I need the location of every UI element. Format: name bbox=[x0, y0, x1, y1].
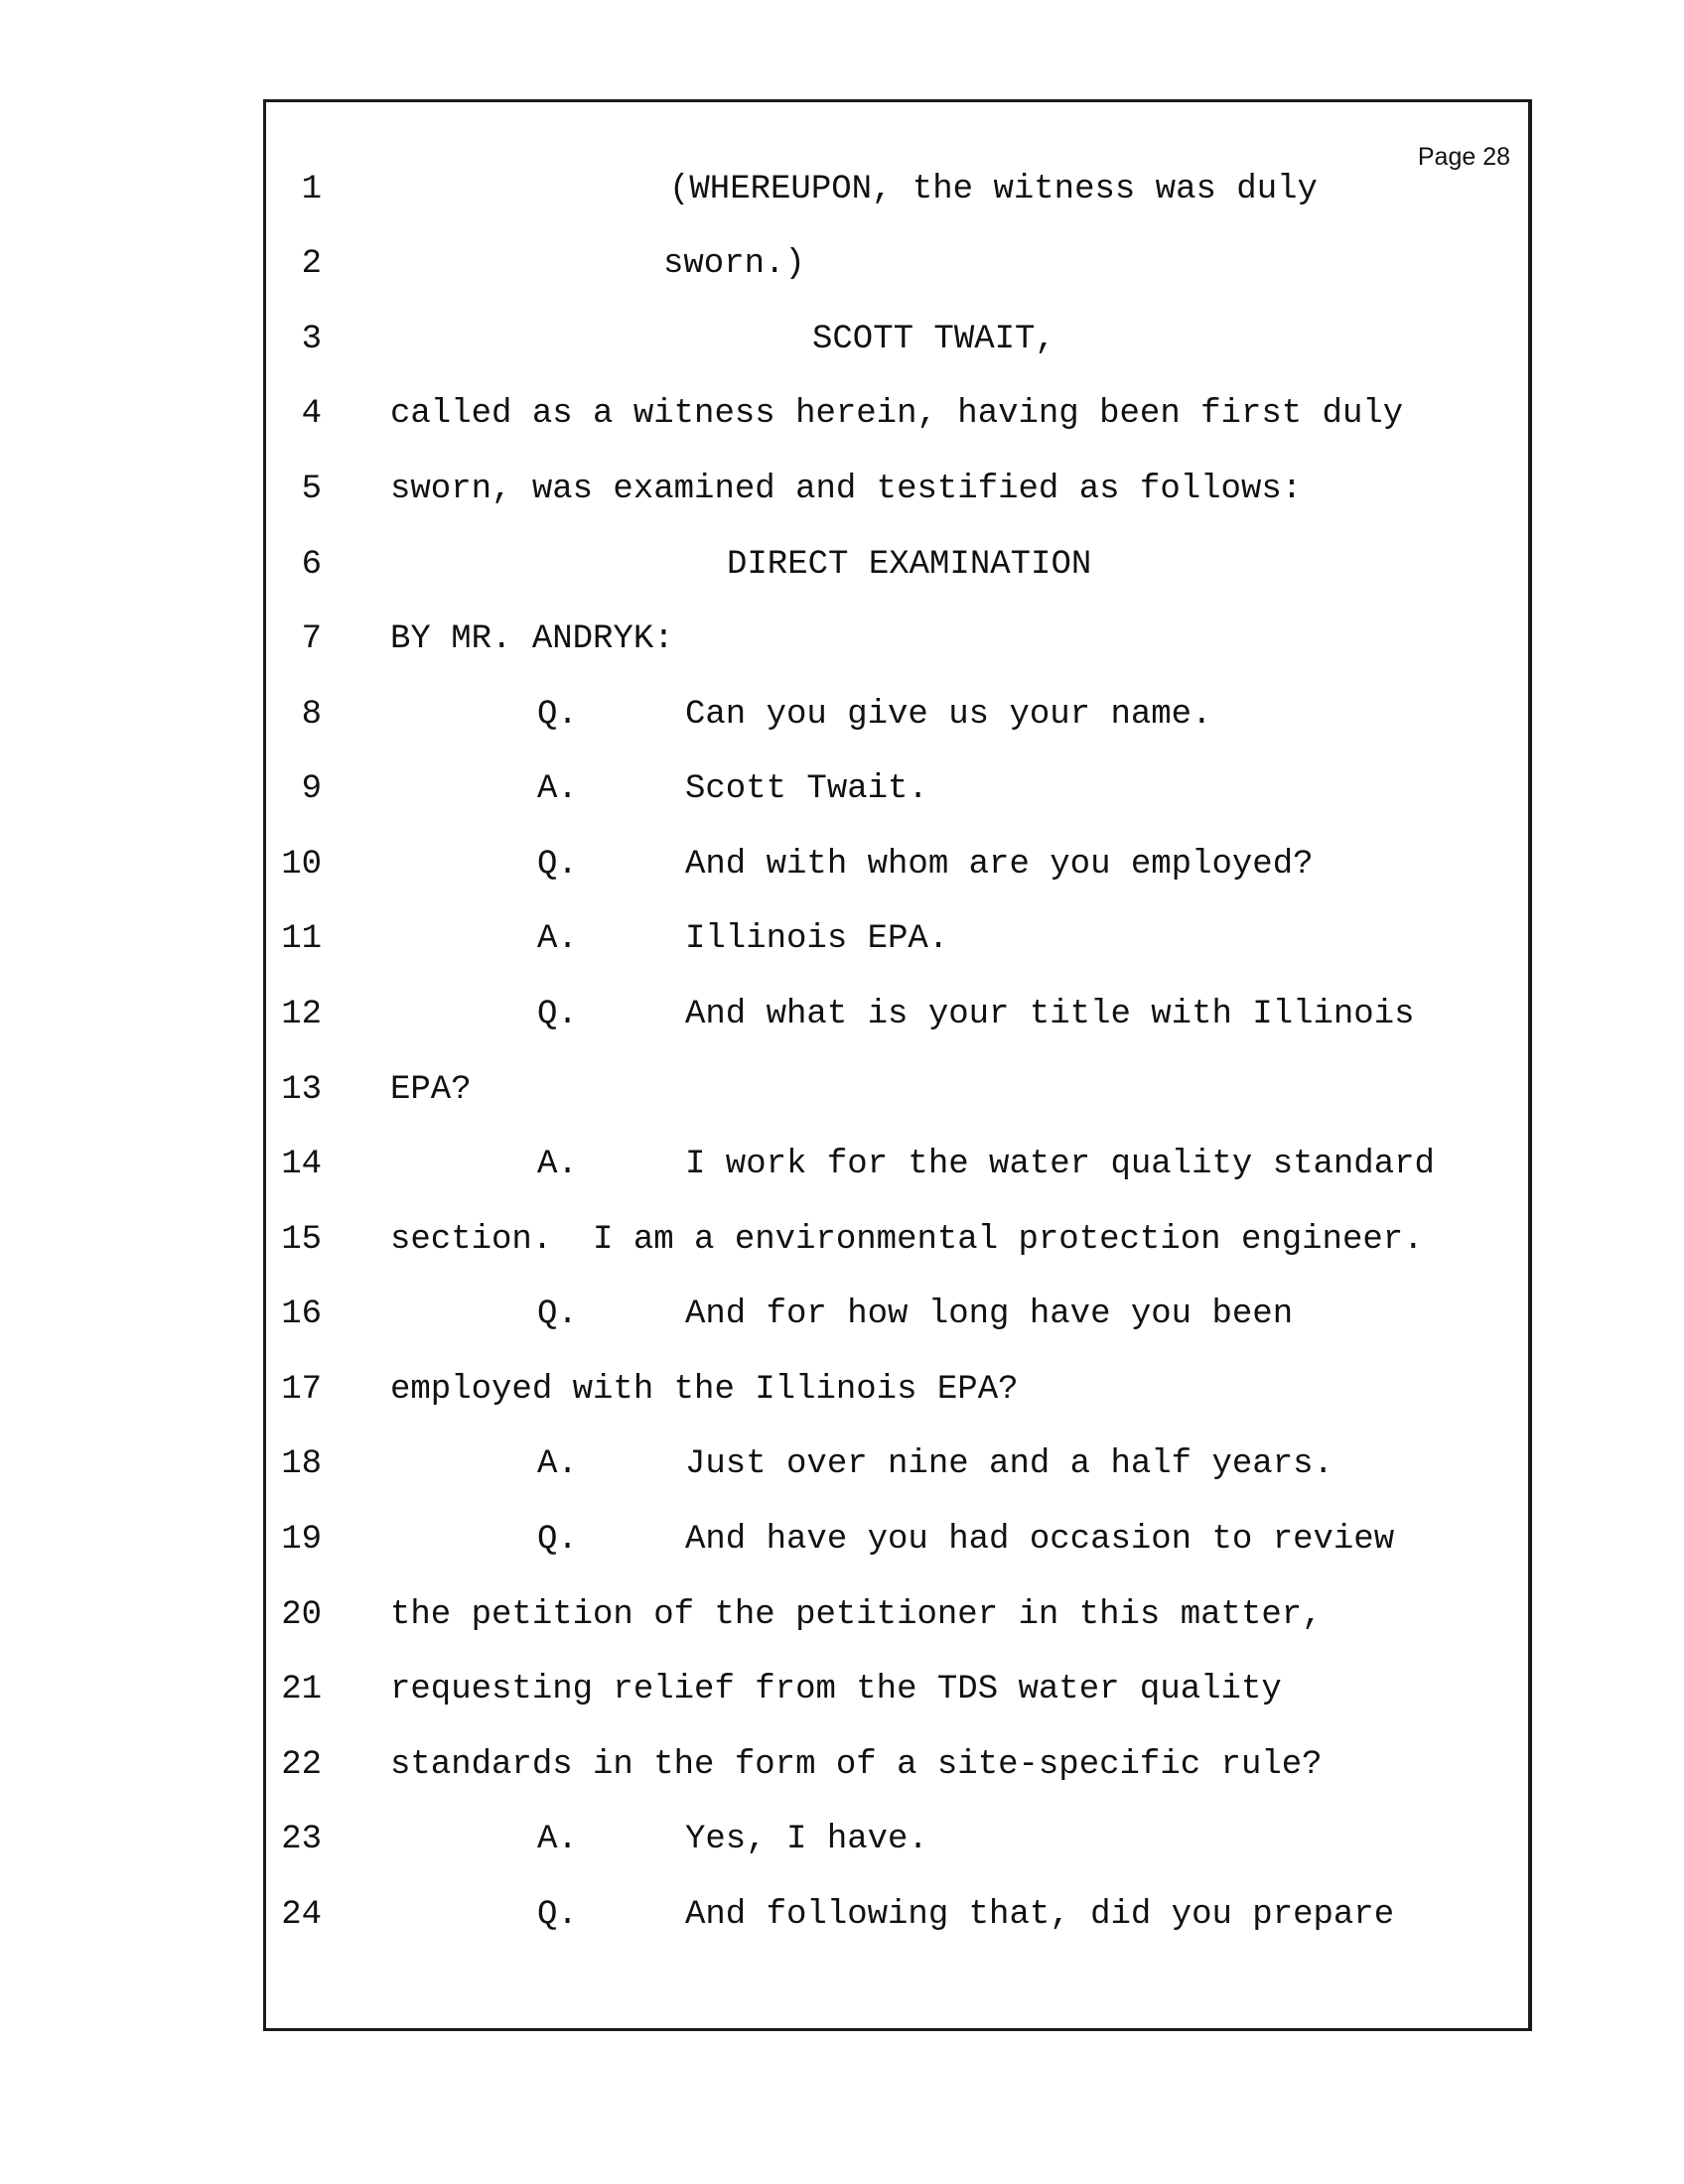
transcript-line bbox=[0, 171, 1684, 230]
line-number: 10 bbox=[281, 846, 322, 884]
line-text: Just over nine and a half years. bbox=[685, 1445, 1333, 1483]
speaker-label: A. bbox=[537, 770, 578, 808]
transcript-line bbox=[0, 1746, 1684, 1806]
line-number: 23 bbox=[281, 1821, 322, 1858]
transcript-line bbox=[0, 1671, 1684, 1730]
section-heading: DIRECT EXAMINATION bbox=[727, 546, 1092, 584]
line-number: 8 bbox=[301, 696, 322, 734]
line-number: 2 bbox=[301, 245, 322, 283]
speaker-label: Q. bbox=[537, 1296, 578, 1333]
speaker-label: A. bbox=[537, 1146, 578, 1183]
transcript-line bbox=[0, 245, 1684, 305]
transcript-line bbox=[0, 1296, 1684, 1355]
line-text: EPA? bbox=[390, 1071, 472, 1109]
transcript-line bbox=[0, 920, 1684, 980]
line-text: And following that, did you prepare bbox=[685, 1896, 1395, 1934]
speaker-label: Q. bbox=[537, 696, 578, 734]
transcript-line bbox=[0, 471, 1684, 530]
line-text: employed with the Illinois EPA? bbox=[390, 1371, 1019, 1409]
line-number: 24 bbox=[281, 1896, 322, 1934]
speaker-label: A. bbox=[537, 920, 578, 958]
line-number: 12 bbox=[281, 996, 322, 1033]
line-number: 1 bbox=[301, 171, 322, 208]
line-number: 14 bbox=[281, 1146, 322, 1183]
speaker-label: Q. bbox=[537, 996, 578, 1033]
page-number: Page 28 bbox=[1417, 143, 1510, 171]
line-number: 15 bbox=[281, 1221, 322, 1259]
line-text: section. I am a environmental protection engineer. bbox=[390, 1221, 1424, 1259]
line-number: 7 bbox=[301, 620, 322, 658]
line-number: 13 bbox=[281, 1071, 322, 1109]
speaker-label: Q. bbox=[537, 846, 578, 884]
transcript-line bbox=[0, 996, 1684, 1055]
line-text: standards in the form of a site-specific rule? bbox=[390, 1746, 1323, 1784]
transcript-line bbox=[0, 846, 1684, 905]
line-text: And what is your title with Illinois bbox=[685, 996, 1415, 1033]
line-number: 21 bbox=[281, 1671, 322, 1708]
transcript-line bbox=[0, 395, 1684, 455]
line-text: I work for the water quality standard bbox=[685, 1146, 1435, 1183]
transcript-line bbox=[0, 770, 1684, 830]
line-text: (WHEREUPON, the witness was duly bbox=[669, 171, 1318, 208]
line-text: sworn.) bbox=[663, 245, 805, 283]
line-text: requesting relief from the TDS water quality bbox=[390, 1671, 1282, 1708]
line-text: Illinois EPA. bbox=[685, 920, 949, 958]
line-text: sworn, was examined and testified as follows: bbox=[390, 471, 1303, 508]
line-number: 20 bbox=[281, 1596, 322, 1634]
transcript-line bbox=[0, 321, 1684, 380]
transcript-line bbox=[0, 1146, 1684, 1205]
line-text: And for how long have you been bbox=[685, 1296, 1294, 1333]
transcript-line bbox=[0, 1596, 1684, 1656]
line-text: the petition of the petitioner in this matter, bbox=[390, 1596, 1323, 1634]
speaker-label: A. bbox=[537, 1445, 578, 1483]
speaker-label: A. bbox=[537, 1821, 578, 1858]
line-number: 22 bbox=[281, 1746, 322, 1784]
line-number: 16 bbox=[281, 1296, 322, 1333]
line-number: 11 bbox=[281, 920, 322, 958]
transcript-line bbox=[0, 620, 1684, 680]
speaker-label: Q. bbox=[537, 1896, 578, 1934]
line-text: called as a witness herein, having been first duly bbox=[390, 395, 1404, 433]
transcript-line bbox=[0, 1521, 1684, 1580]
transcript-line bbox=[0, 1221, 1684, 1281]
line-number: 6 bbox=[301, 546, 322, 584]
transcript-line bbox=[0, 1371, 1684, 1431]
line-number: 3 bbox=[301, 321, 322, 358]
transcript-line bbox=[0, 1071, 1684, 1131]
transcript-page-border bbox=[263, 99, 1532, 2031]
line-text: Scott Twait. bbox=[685, 770, 928, 808]
transcript-line bbox=[0, 1896, 1684, 1956]
line-number: 5 bbox=[301, 471, 322, 508]
speaker-label: Q. bbox=[537, 1521, 578, 1559]
line-text: Can you give us your name. bbox=[685, 696, 1212, 734]
line-number: 17 bbox=[281, 1371, 322, 1409]
line-text: Yes, I have. bbox=[685, 1821, 928, 1858]
line-number: 19 bbox=[281, 1521, 322, 1559]
transcript-line bbox=[0, 1821, 1684, 1880]
witness-name: SCOTT TWAIT, bbox=[812, 321, 1055, 358]
examiner-label: BY MR. ANDRYK: bbox=[390, 620, 674, 658]
line-number: 18 bbox=[281, 1445, 322, 1483]
transcript-line bbox=[0, 696, 1684, 755]
transcript-line bbox=[0, 1445, 1684, 1505]
line-text: And with whom are you employed? bbox=[685, 846, 1314, 884]
line-text: And have you had occasion to review bbox=[685, 1521, 1395, 1559]
transcript-line bbox=[0, 546, 1684, 606]
line-number: 4 bbox=[301, 395, 322, 433]
line-number: 9 bbox=[301, 770, 322, 808]
